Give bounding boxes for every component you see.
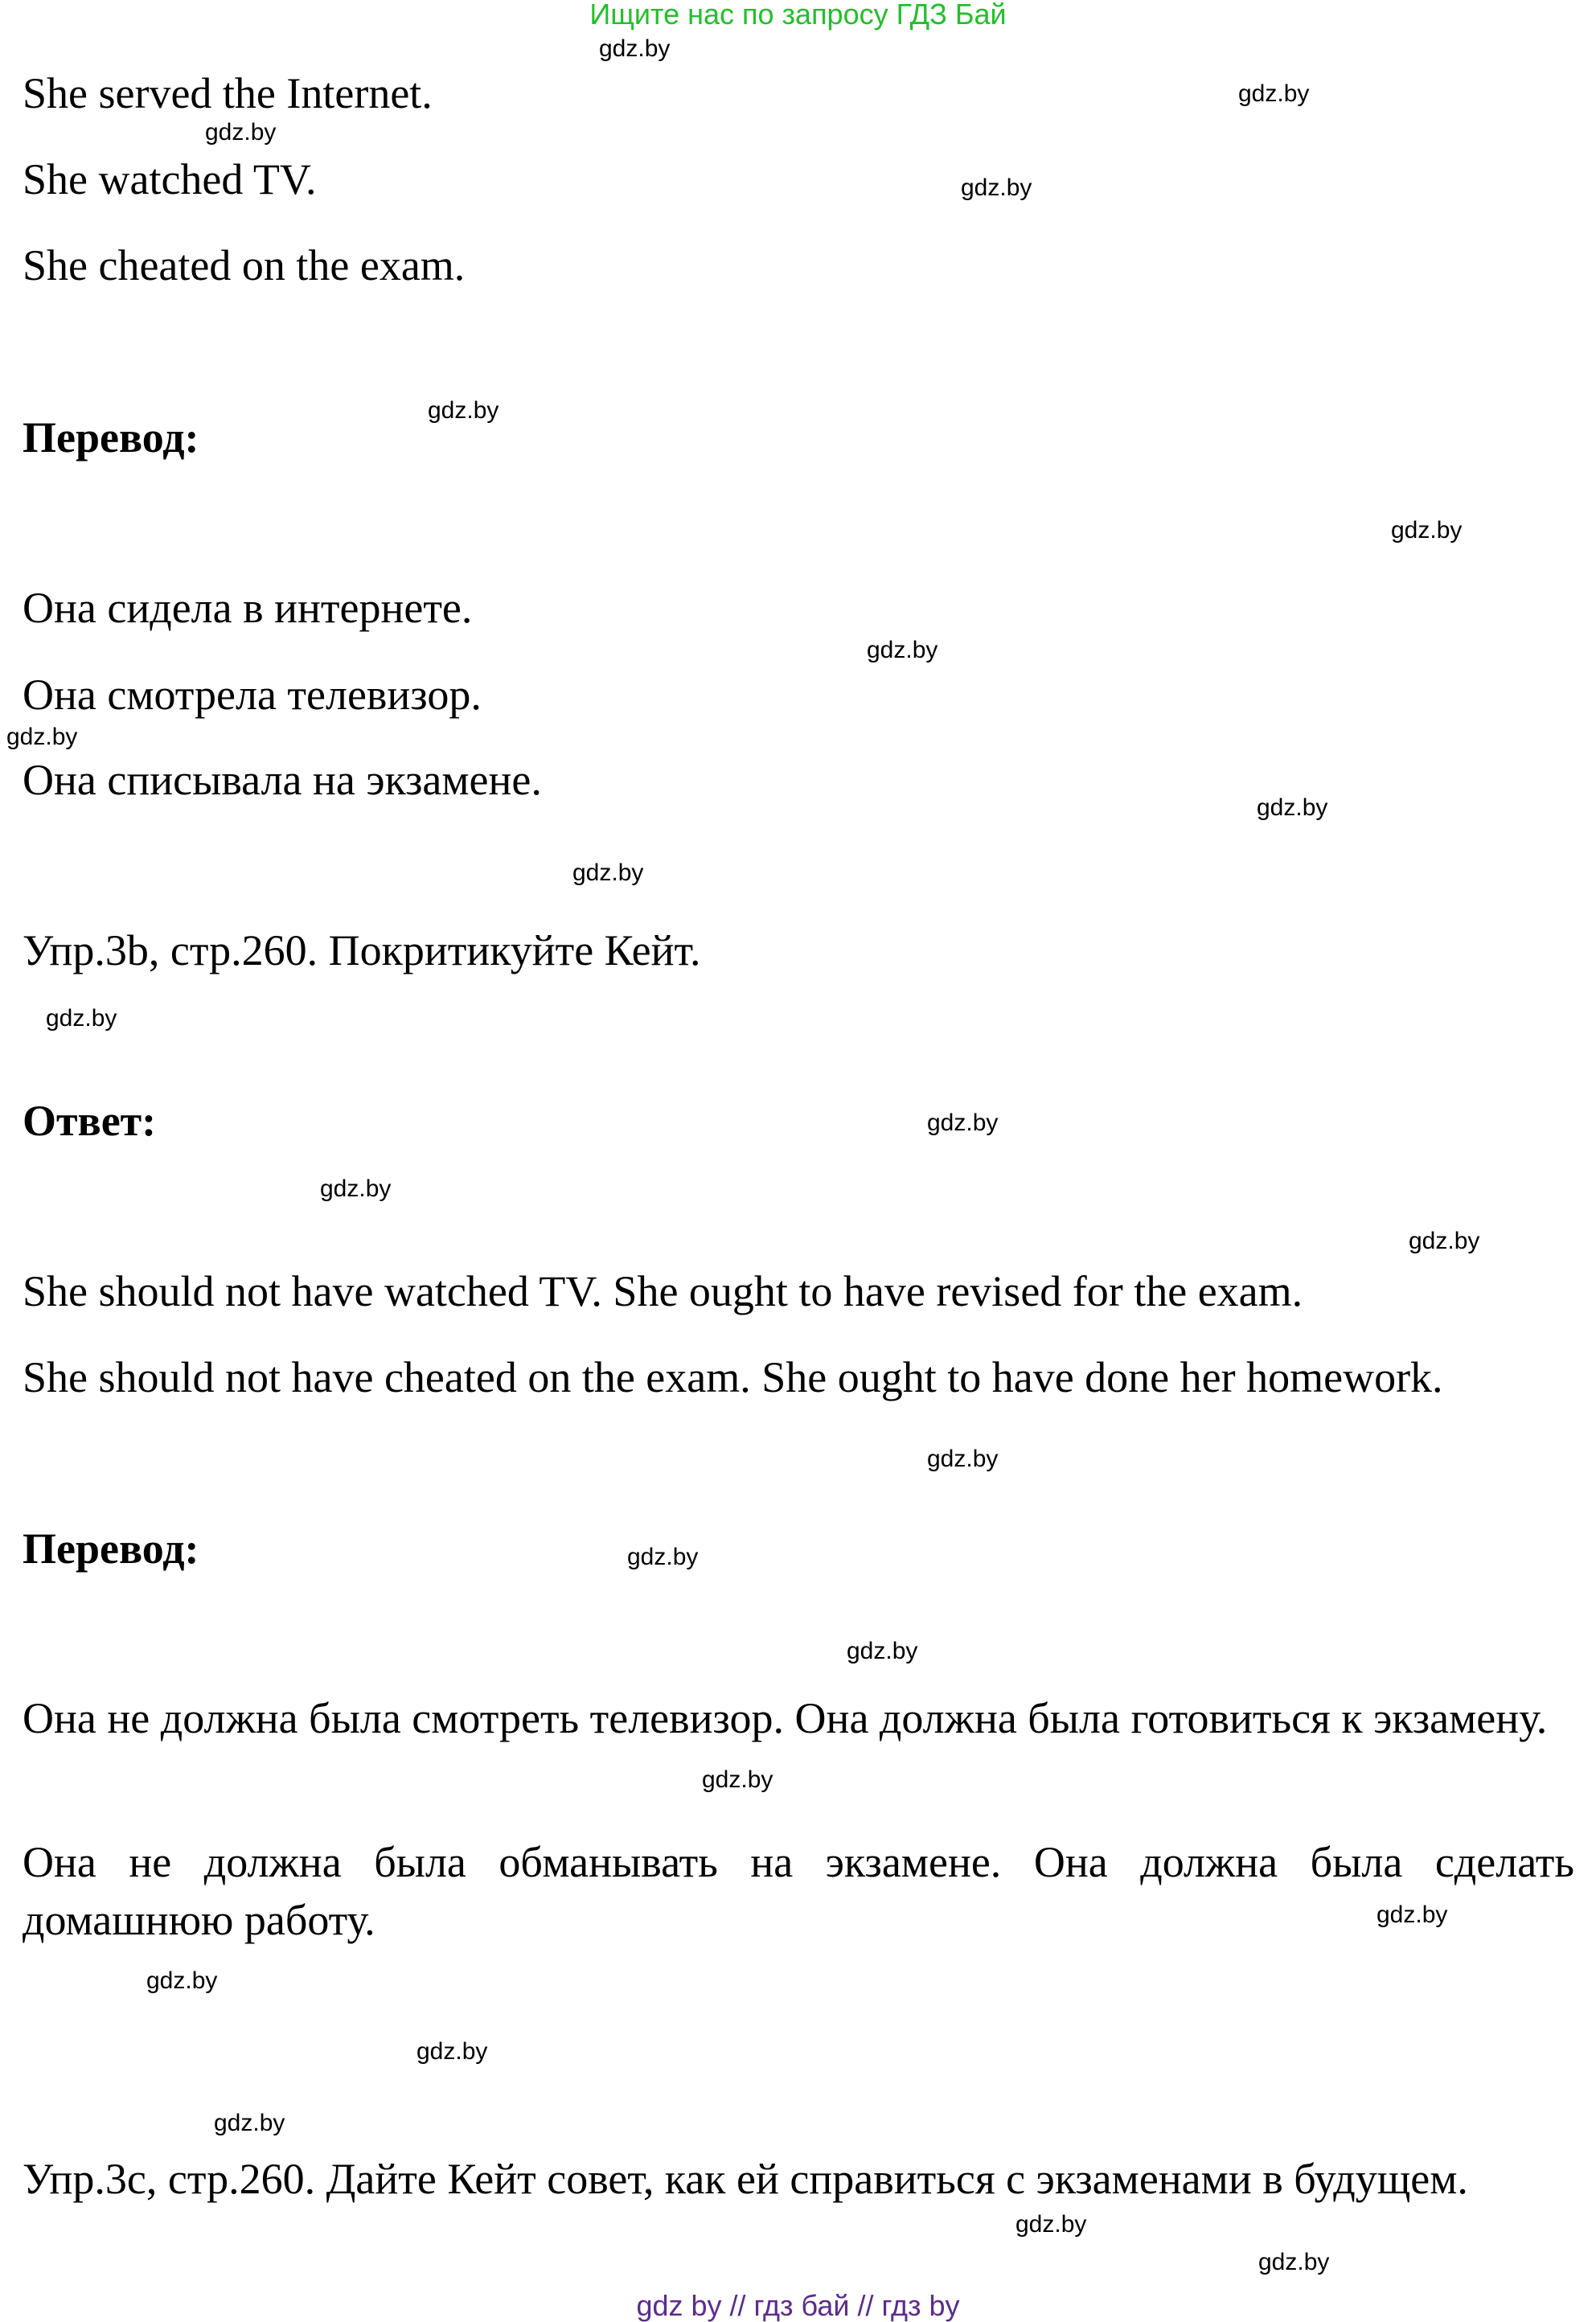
watermark: gdz.by [927,1446,999,1472]
watermark: gdz.by [599,35,671,62]
russian-sentence-3: Она списывала на экзамене. [23,756,542,804]
watermark: gdz.by [214,2110,285,2136]
translation-heading-2: Перевод: [23,1524,199,1573]
english-sentence-3: She cheated on the exam. [23,241,466,289]
translation-heading-1: Перевод: [23,413,199,462]
watermark: gdz.by [867,637,938,663]
exercise-3c-heading: Упр.3c, стр.260. Дайте Кейт совет, как ей справиться с экзаменами в будущем. [23,2155,1468,2203]
watermark: gdz.by [146,1967,218,1994]
watermark: gdz.by [6,724,78,750]
watermark: gdz.by [702,1766,773,1793]
answer-translation-1: Она не должна была смотреть телевизор. Она должна была готовиться к экзамену. [23,1694,1548,1742]
watermark: gdz.by [927,1110,999,1136]
watermark: gdz.by [1258,2249,1330,2275]
footer-links: gdz by // гдз бай // гдз by [636,2289,960,2322]
russian-sentence-2: Она смотрела телевизор. [23,671,482,719]
watermark: gdz.by [572,859,644,886]
answer-sentence-1: She should not have watched TV. She ought to have revised for the exam. [23,1267,1303,1315]
watermark: gdz.by [428,397,499,424]
watermark: gdz.by [320,1175,392,1202]
exercise-3b-heading: Упр.3b, стр.260. Покритикуйте Кейт. [23,926,701,974]
watermark: gdz.by [46,1005,117,1032]
russian-sentence-1: Она сидела в интернете. [23,584,473,632]
watermark: gdz.by [1391,517,1463,544]
answer-translation-2: Она не должна была обманывать на экзамене. Она должна была сделать домашнюю работу. [23,1838,1574,1944]
english-sentence-1: She served the Internet. [23,69,433,117]
watermark: gdz.by [627,1544,699,1570]
watermark: gdz.by [1376,1901,1448,1928]
watermark: gdz.by [205,119,277,146]
answer-sentence-2: She should not have cheated on the exam. She ought to have done her homework. [23,1353,1443,1401]
answer-heading: Ответ: [23,1097,157,1145]
watermark: gdz.by [1409,1228,1480,1254]
search-banner: Ищите нас по запросу ГДЗ Бай [589,0,1007,31]
watermark: gdz.by [1257,794,1328,821]
watermark: gdz.by [961,174,1032,201]
watermark: gdz.by [847,1638,918,1664]
watermark: gdz.by [1015,2211,1087,2238]
watermark: gdz.by [1238,80,1310,107]
english-sentence-2: She watched TV. [23,155,317,203]
watermark: gdz.by [416,2038,488,2065]
